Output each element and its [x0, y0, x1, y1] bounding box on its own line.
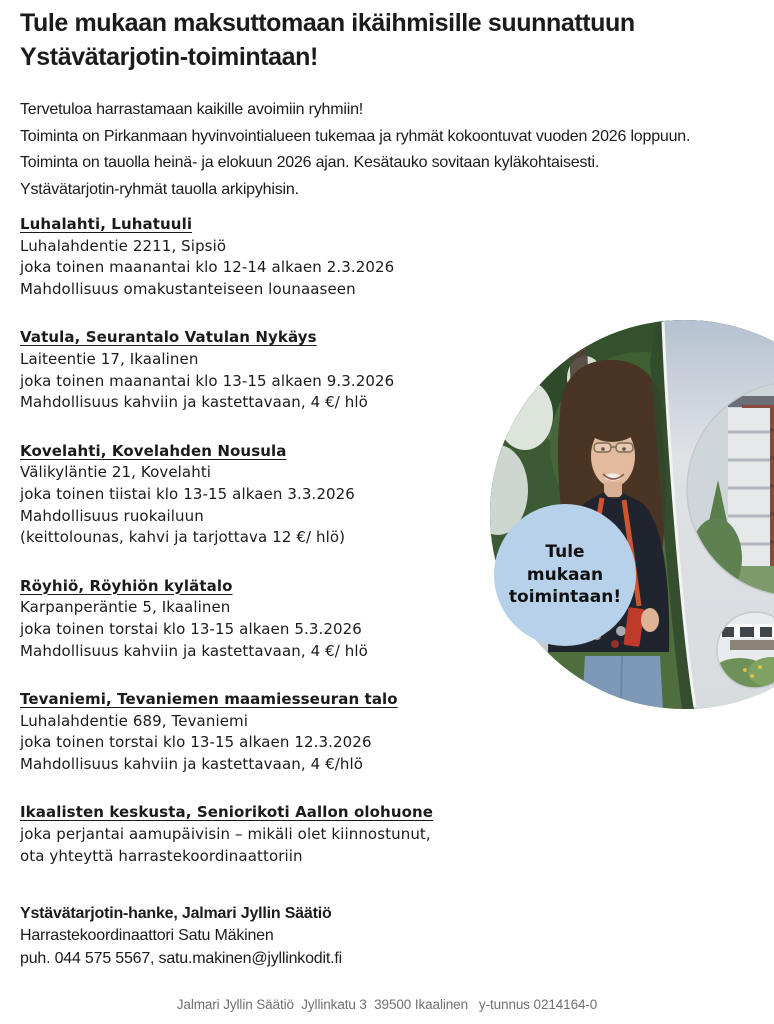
- footer-address: Jalmari Jyllin Säätiö Jyllinkatu 3 39500 Ikaalinen y-tunnus 0214164-0: [176, 997, 598, 1012]
- contact-title: Ystävätarjotin-hanke, Jalmari Jyllin Säätiö: [20, 905, 332, 922]
- section-line: Mahdollisuus kahviin ja kastettavaan, 4 €/hlö: [20, 754, 364, 773]
- section-line: Luhalahdentie 2211, Sipsiö: [20, 236, 227, 255]
- section-royhio: [20, 576, 433, 662]
- section-line: Mahdollisuus ruokailuun: [20, 506, 204, 525]
- section-title: Ikaalisten keskusta, Seniorikoti Aallon olohuone: [20, 803, 434, 822]
- contact-line: Harrastekoordinaattori Satu Mäkinen: [20, 927, 274, 945]
- group-listings: [20, 214, 433, 894]
- intro-line: Toiminta on tauolla heinä- ja elokuun 2026 ajan. Kesätauko sovitaan kyläkohtaisesti.: [20, 154, 600, 172]
- intro-line: Toiminta on Pirkanmaan hyvinvointialueen tukemaa ja ryhmät kokoontuvat vuoden 2026 loppuun.: [20, 127, 691, 145]
- section-line: joka toinen maanantai klo 13-15 alkaen 9.3.2026: [20, 371, 395, 390]
- section-title: Röyhiö, Röyhiön kylätalo: [20, 576, 233, 595]
- section-luhalahti: [20, 214, 433, 300]
- section-tevaniemi: [20, 689, 433, 775]
- section-line: joka toinen maanantai klo 12-14 alkaen 2.3.2026: [20, 258, 395, 277]
- section-line: (keittolounas, kahvi ja tarjottava 12 €/ hlö): [20, 528, 346, 547]
- contact-line: puh. 044 575 5567, satu.makinen@jyllinkodit.fi: [20, 949, 342, 967]
- contact-block: [20, 903, 342, 970]
- page-title: [20, 6, 635, 74]
- section-vatula: [20, 327, 433, 413]
- section-ikaalisten-keskusta: [20, 802, 433, 867]
- section-title: Tevaniemi, Tevaniemen maamiesseuran talo: [20, 690, 398, 709]
- intro-line: Tervetuloa harrastamaan kaikille avoimiin ryhmiin!: [20, 101, 364, 118]
- intro-line: Ystävätarjotin-ryhmät tauolla arkipyhisin.: [20, 180, 299, 198]
- page-title-line-1: Tule mukaan maksuttomaan ikäihmisille suunnattuun: [20, 9, 635, 37]
- section-title: Vatula, Seurantalo Vatulan Nykäys: [20, 328, 317, 347]
- section-line: joka toinen tiistai klo 13-15 alkaen 3.3.2026: [20, 484, 355, 503]
- section-line: joka perjantai aamupäivisin – mikäli olet kiinnostunut,: [20, 825, 431, 844]
- section-line: Karpanperäntie 5, Ikaalinen: [20, 598, 231, 617]
- section-line: joka toinen torstai klo 13-15 alkaen 12.3.2026: [20, 733, 372, 752]
- section-line: Luhalahdentie 689, Tevaniemi: [20, 711, 249, 730]
- badge-line: toimintaan!: [508, 587, 622, 608]
- section-line: Mahdollisuus kahviin ja kastettavaan, 4 €/ hlö: [20, 393, 368, 412]
- section-line: Mahdollisuus kahviin ja kastettavaan, 4 €/ hlö: [20, 641, 368, 660]
- badge-circle: [494, 504, 636, 646]
- section-title: Kovelahti, Kovelahden Nousula: [20, 441, 287, 460]
- section-line: Laiteentie 17, Ikaalinen: [20, 349, 199, 368]
- section-line: ota yhteyttä harrastekoordinaattoriin: [20, 846, 303, 865]
- section-line: joka toinen torstai klo 13-15 alkaen 5.3.2026: [20, 619, 362, 638]
- section-title: Luhalahti, Luhatuuli: [20, 215, 193, 233]
- intro-paragraph: [20, 97, 690, 203]
- badge-line: Tule: [545, 542, 585, 563]
- page-title-line-2: Ystävätarjotin-toimintaan!: [20, 43, 318, 71]
- section-line: Mahdollisuus omakustanteiseen lounaaseen: [20, 279, 356, 298]
- section-kovelahti: [20, 441, 433, 549]
- badge-line: mukaan: [526, 564, 604, 585]
- section-line: Välikyläntie 21, Kovelahti: [20, 463, 212, 482]
